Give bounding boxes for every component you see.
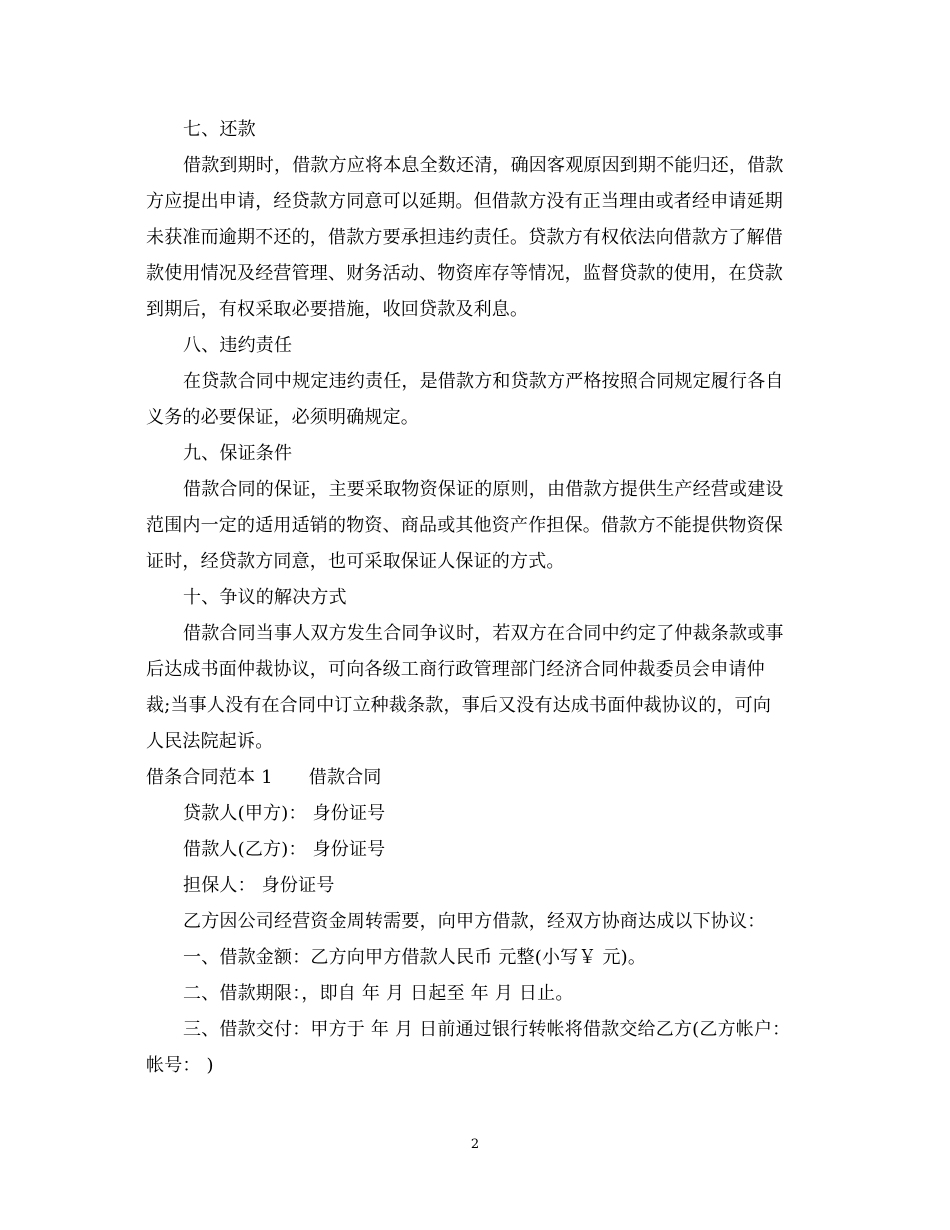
section-heading-repayment: 七、还款 xyxy=(183,119,256,140)
paragraph-line: 证时，经贷款方同意，也可采取保证人保证的方式。 xyxy=(146,551,565,572)
section-heading-liability: 八、违约责任 xyxy=(183,335,293,356)
clause-loan-delivery: 三、借款交付：甲方于 年 月 日前通过银行转帐将借款交给乙方(乙方帐户： xyxy=(183,1019,791,1040)
sample-title: 借条合同范本 1 xyxy=(146,767,273,788)
sample-subtitle: 借款合同 xyxy=(308,767,382,788)
paragraph-line: 借款合同当事人双方发生合同争议时，若双方在合同中约定了仲裁条款或事 xyxy=(183,623,784,644)
document-body xyxy=(146,112,806,1084)
section-heading-dispute: 十、争议的解决方式 xyxy=(183,587,347,608)
paragraph-line: 在贷款合同中规定违约责任，是借款方和贷款方严格按照合同规定履行各自 xyxy=(183,371,784,392)
paragraph-line: 未获准而逾期不还的，借款方要承担违约责任。贷款方有权依法向借款方了解借 xyxy=(146,227,783,248)
sample-title-line xyxy=(146,760,806,796)
agreement-intro: 乙方因公司经营资金周转需要，向甲方借款，经双方协商达成以下协议： xyxy=(183,911,766,932)
clause-loan-delivery-continued: 帐号： ) xyxy=(146,1055,214,1076)
paragraph-line: 义务的必要保证，必须明确规定。 xyxy=(146,407,419,428)
paragraph-line: 借款合同的保证，主要采取物资保证的原则，由借款方提供生产经营或建设 xyxy=(183,479,784,500)
guarantor-field: 担保人： 身份证号 xyxy=(183,875,335,896)
clause-loan-term: 二、借款期限：，即自 年 月 日起至 年 月 日止。 xyxy=(183,983,574,1004)
paragraph-line: 范围内一定的适用适销的物资、商品或其他资产作担保。借款方不能提供物资保 xyxy=(146,515,783,536)
paragraph-line: 人民法院起诉。 xyxy=(146,731,274,752)
paragraph-line: 裁;当事人没有在合同中订立种裁条款，事后又没有达成书面仲裁协议的，可向 xyxy=(146,695,772,716)
paragraph-line: 后达成书面仲裁协议，可向各级工商行政管理部门经济合同仲裁委员会申请仲 xyxy=(146,659,765,680)
page-number: 2 xyxy=(470,1137,480,1152)
section-heading-guarantee: 九、保证条件 xyxy=(183,443,293,464)
paragraph-line: 款使用情况及经营管理、财务活动、物资库存等情况，监督贷款的使用，在贷款 xyxy=(146,263,783,284)
lender-field: 贷款人(甲方)： 身份证号 xyxy=(183,803,386,824)
paragraph-line: 借款到期时，借款方应将本息全数还清，确因客观原因到期不能归还，借款 xyxy=(183,155,784,176)
borrower-field: 借款人(乙方)： 身份证号 xyxy=(183,839,386,860)
paragraph-line: 方应提出申请，经贷款方同意可以延期。但借款方没有正当理由或者经申请延期 xyxy=(146,191,783,212)
paragraph-line: 到期后，有权采取必要措施，收回贷款及利息。 xyxy=(146,299,529,320)
clause-loan-amount: 一、借款金额：乙方向甲方借款人民币 元整(小写￥ 元)。 xyxy=(183,947,647,968)
